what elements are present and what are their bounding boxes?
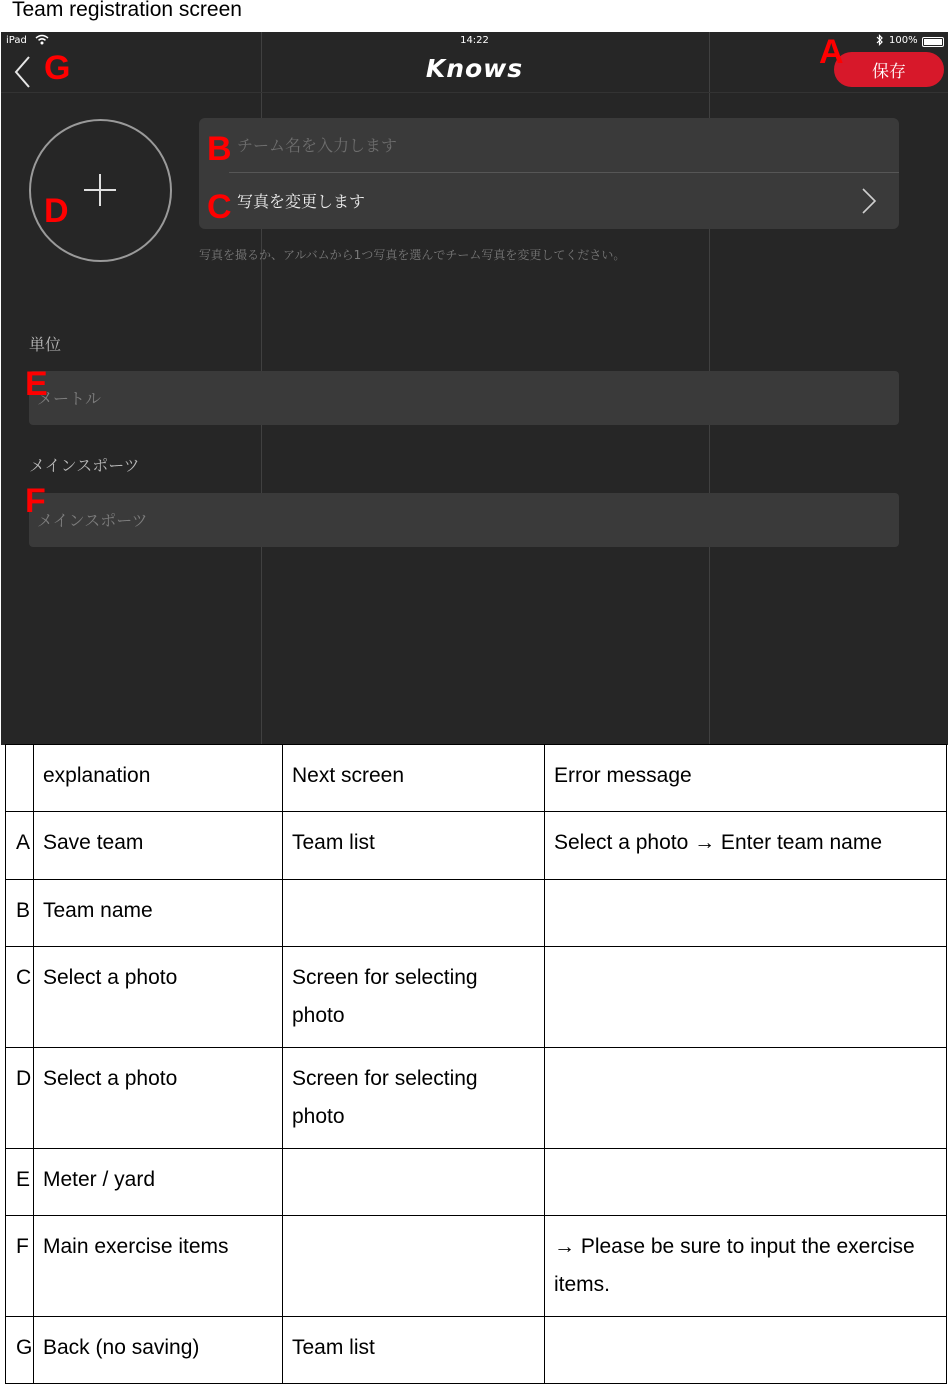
table-row	[6, 1048, 947, 1149]
unit-label: 単位	[29, 335, 62, 354]
table-cell-key: D	[6, 1048, 34, 1149]
battery-icon	[922, 37, 944, 47]
table-header-cell: Error message	[545, 745, 947, 812]
table-cell-explanation: Team name	[34, 880, 283, 947]
document-title: Team registration screen	[12, 0, 242, 21]
status-bar	[1, 32, 948, 52]
callout-d: D	[44, 192, 69, 230]
chevron-right-icon	[861, 187, 877, 215]
team-name-input[interactable]	[237, 132, 877, 158]
photo-hint-text: 写真を撮るか、アルバムから1つ写真を選んでチーム写真を変更してください。	[199, 248, 626, 262]
callout-g: G	[44, 49, 71, 87]
table-cell-key: B	[6, 880, 34, 947]
table-cell-error-message	[545, 880, 947, 947]
table-row	[6, 947, 947, 1048]
table-cell-next-screen	[283, 1216, 545, 1317]
table-cell-explanation: Save team	[34, 812, 283, 880]
team-photo-picker[interactable]	[29, 119, 172, 262]
unit-input[interactable]	[29, 371, 899, 425]
table-cell-error-message	[545, 947, 947, 1048]
main-sport-label: メインスポーツ	[29, 456, 140, 475]
table-row	[6, 1317, 947, 1384]
change-photo-row[interactable]	[199, 173, 899, 229]
table-cell-key: A	[6, 812, 34, 880]
table-cell-error-message: Select a photo → Enter team name	[545, 812, 947, 880]
table-cell-key: E	[6, 1149, 34, 1216]
table-row	[6, 880, 947, 947]
callout-b: B	[207, 130, 232, 168]
table-cell-explanation: Main exercise items	[34, 1216, 283, 1317]
table-cell-explanation: Back (no saving)	[34, 1317, 283, 1384]
table-cell-error-message	[545, 1048, 947, 1149]
spec-table	[5, 744, 947, 1384]
table-row	[6, 1149, 947, 1216]
table-cell-explanation: Select a photo	[34, 947, 283, 1048]
app-logo: Knows	[425, 54, 524, 83]
table-cell-error-message	[545, 1317, 947, 1384]
table-cell-next-screen: Screen for selecting photo	[283, 1048, 545, 1149]
table-cell-error-message: → Please be sure to input the exercise items.	[545, 1216, 947, 1317]
table-cell-key: C	[6, 947, 34, 1048]
status-time: 14:22	[460, 35, 489, 46]
table-row	[6, 1216, 947, 1317]
table-cell-next-screen: Team list	[283, 812, 545, 880]
table-cell-key: F	[6, 1216, 34, 1317]
table-cell-explanation: Select a photo	[34, 1048, 283, 1149]
table-cell-explanation: Meter / yard	[34, 1149, 283, 1216]
team-info-card	[199, 118, 899, 229]
table-cell-error-message	[545, 1149, 947, 1216]
table-row	[6, 812, 947, 880]
table-cell-next-screen	[283, 880, 545, 947]
change-photo-label: 写真を変更します	[237, 192, 366, 211]
table-cell-next-screen: Team list	[283, 1317, 545, 1384]
table-header-cell: explanation	[34, 745, 283, 812]
bluetooth-icon	[876, 34, 884, 49]
table-header-row	[6, 745, 947, 812]
plus-icon	[81, 171, 119, 209]
table-header-cell: Next screen	[283, 745, 545, 812]
device-label: iPad	[6, 35, 27, 46]
navigation-bar	[1, 49, 948, 93]
table-header-cell	[6, 745, 34, 812]
callout-c: C	[207, 188, 232, 226]
battery-percent: 100%	[889, 35, 918, 46]
table-cell-key: G	[6, 1317, 34, 1384]
callout-e: E	[25, 365, 48, 403]
callout-f: F	[25, 482, 46, 520]
table-cell-next-screen	[283, 1149, 545, 1216]
main-sport-input[interactable]	[29, 493, 899, 547]
table-cell-next-screen: Screen for selecting photo	[283, 947, 545, 1048]
callout-a: A	[819, 33, 844, 71]
save-button[interactable]: 保存	[834, 52, 944, 87]
app-screenshot	[1, 32, 948, 745]
